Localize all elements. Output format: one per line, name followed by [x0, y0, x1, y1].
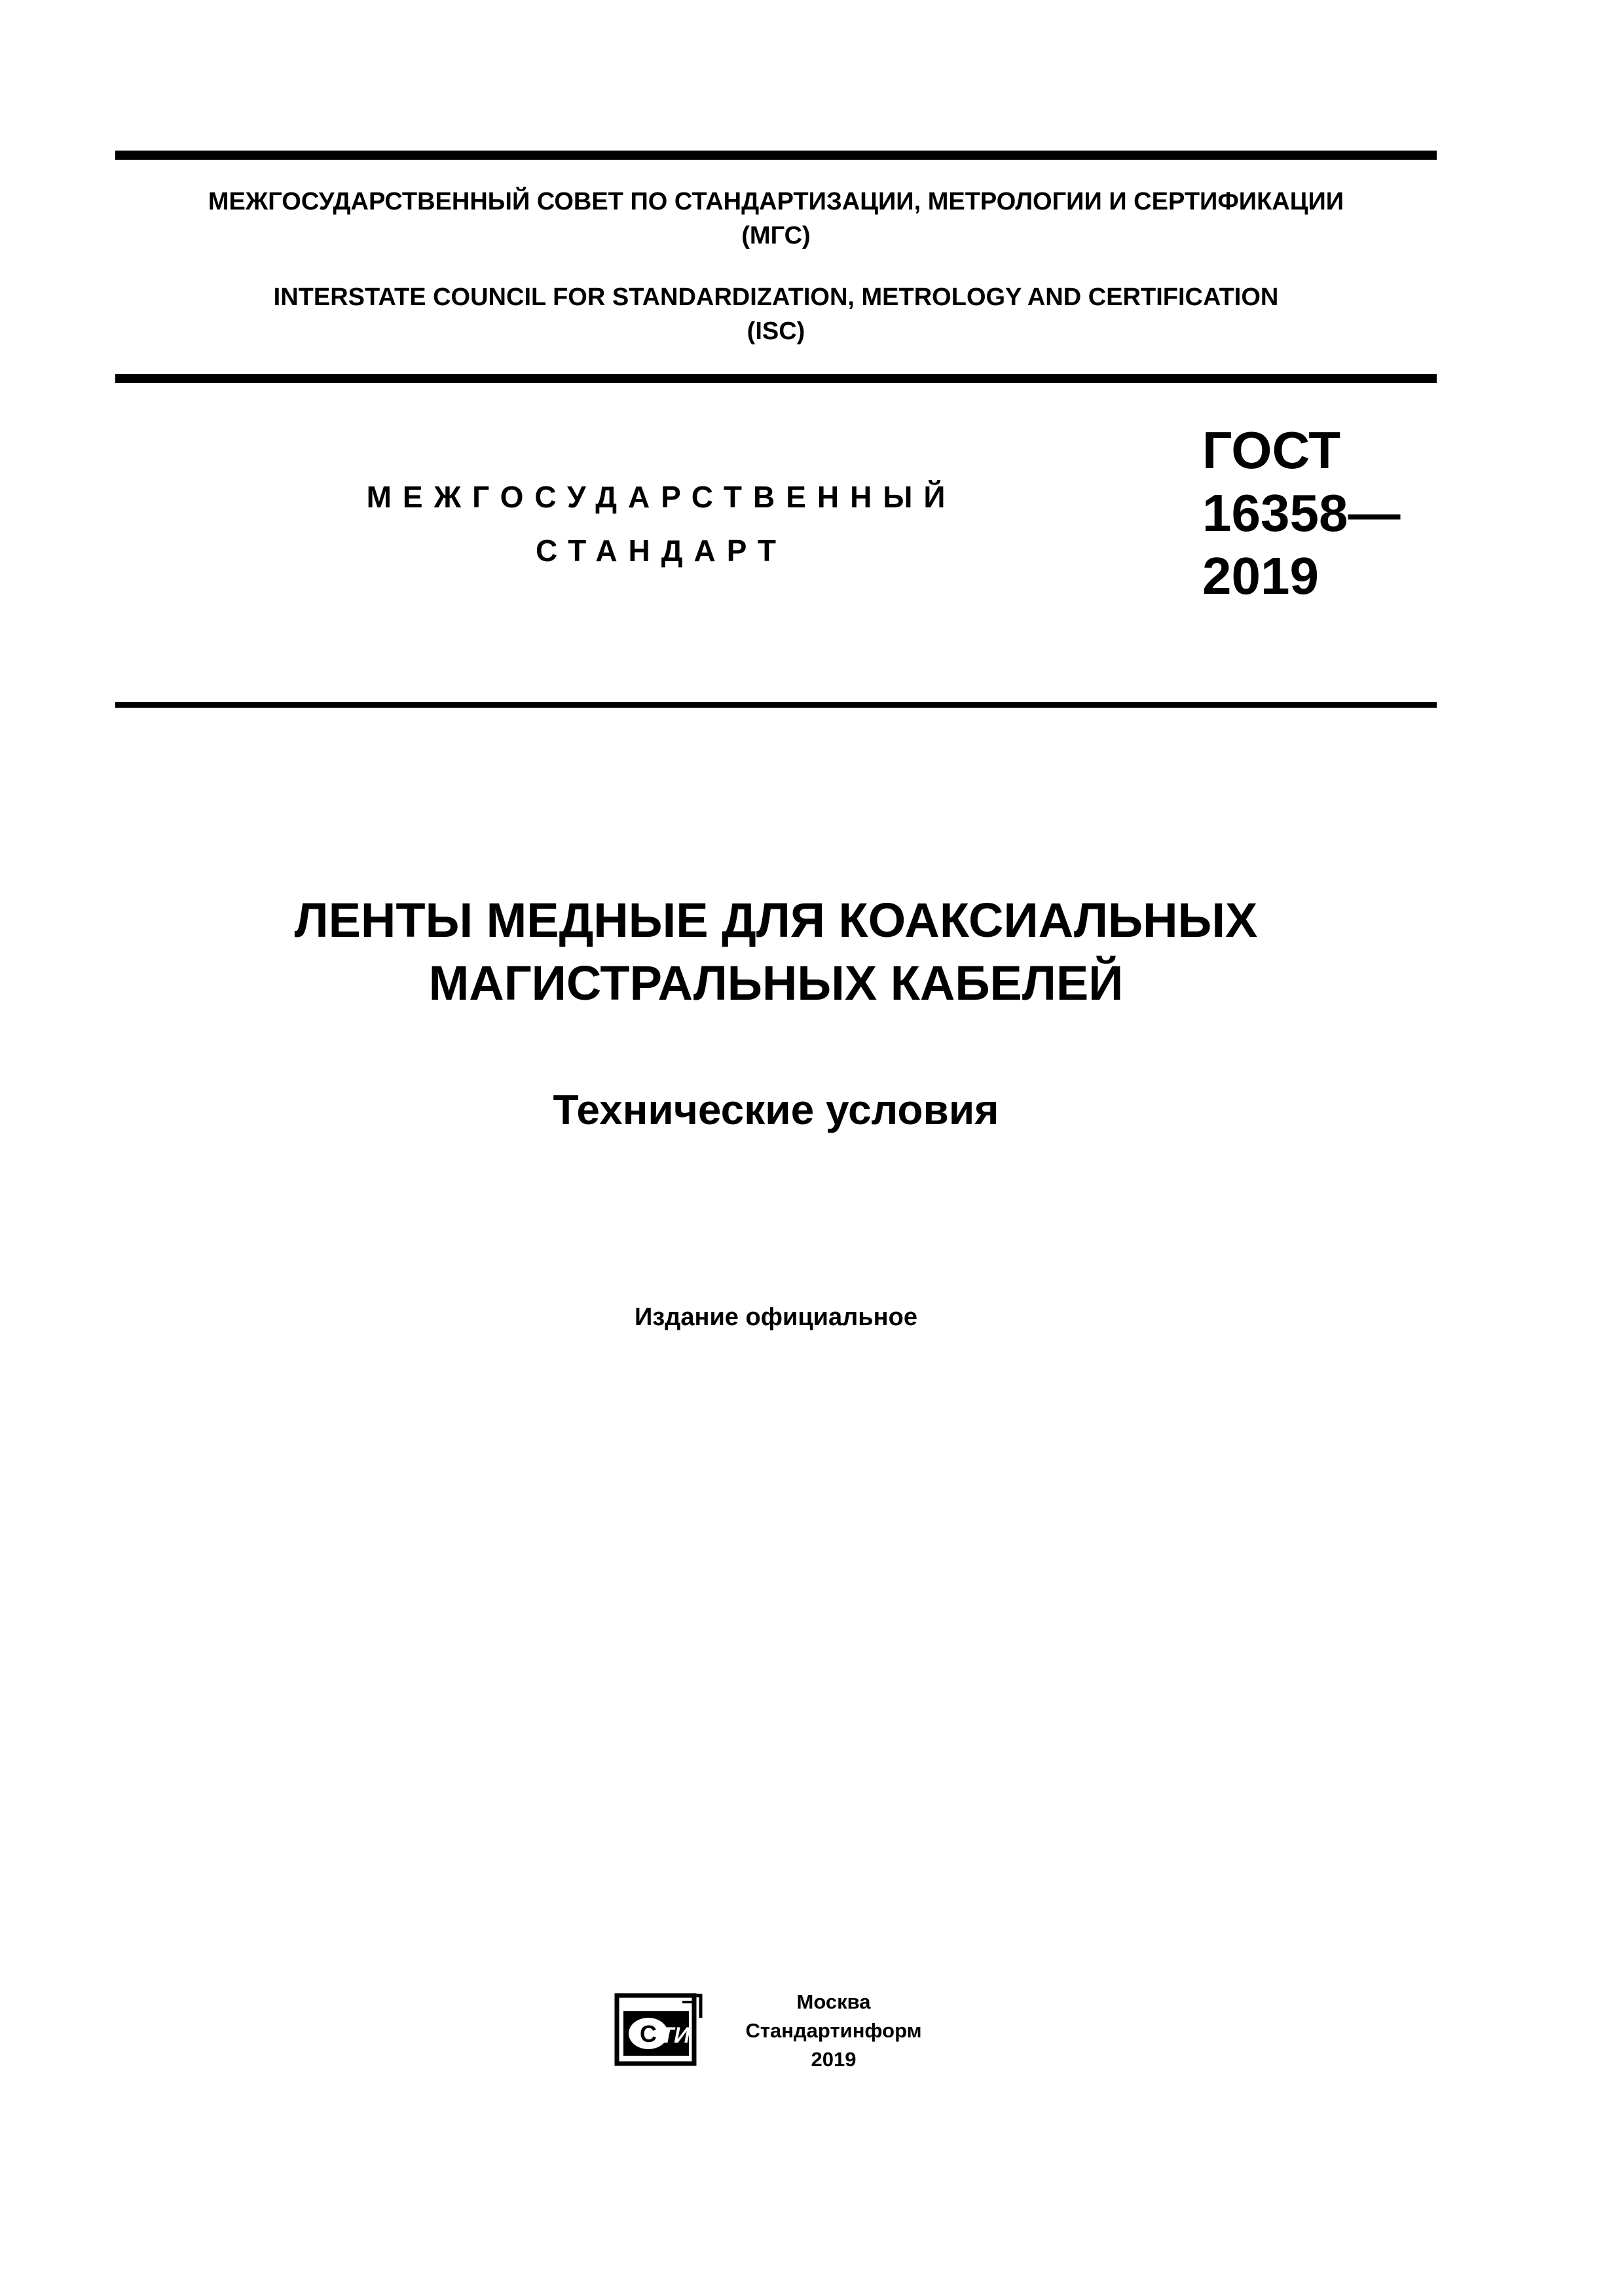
designation-year: 2019: [1202, 547, 1319, 605]
designation-number: 16358—: [1202, 484, 1401, 542]
svg-text:С: С: [640, 2020, 657, 2047]
council-abbr-ru: (МГС): [741, 222, 811, 249]
top-rule: [115, 151, 1437, 160]
publisher-imprint: [732, 1988, 935, 2074]
council-abbr-en: (ISC): [747, 318, 805, 345]
council-name-ru-line1: МЕЖГОСУДАРСТВЕННЫЙ СОВЕТ ПО СТАНДАРТИЗАЦИИ, МЕТРОЛОГИИ И СЕРТИФИКАЦИИ: [208, 188, 1344, 215]
document-subtitle: Технические условия: [553, 1086, 999, 1133]
publisher-city: Москва: [796, 1990, 871, 2013]
document-title: [115, 889, 1437, 1015]
standard-type-line2: СТАНДАРТ: [536, 534, 787, 568]
edition-note: Издание официальное: [635, 1303, 917, 1331]
publication-year: 2019: [811, 2048, 857, 2071]
standard-type: [275, 470, 1048, 577]
council-name-ru: [115, 185, 1437, 253]
council-name-en: [115, 280, 1437, 348]
document-title-line2: МАГИСТРАЛЬНЫХ КАБЕЛЕЙ: [428, 956, 1124, 1010]
svg-text:ТИ: ТИ: [660, 2023, 690, 2048]
document-title-line1: ЛЕНТЫ МЕДНЫЕ ДЛЯ КОАКСИАЛЬНЫХ: [294, 893, 1258, 947]
publisher-name: Стандартинформ: [745, 2019, 922, 2042]
standard-type-line1: МЕЖГОСУДАРСТВЕННЫЙ: [366, 480, 957, 514]
middle-rule: [115, 374, 1437, 383]
designation-prefix: ГОСТ: [1202, 421, 1341, 479]
standard-designation: [1202, 419, 1400, 608]
council-name-en-line1: INTERSTATE COUNCIL FOR STANDARDIZATION, METROLOGY AND CERTIFICATION: [273, 283, 1279, 311]
bottom-rule: [115, 702, 1437, 708]
standartinform-logo-icon: [614, 1993, 703, 2070]
